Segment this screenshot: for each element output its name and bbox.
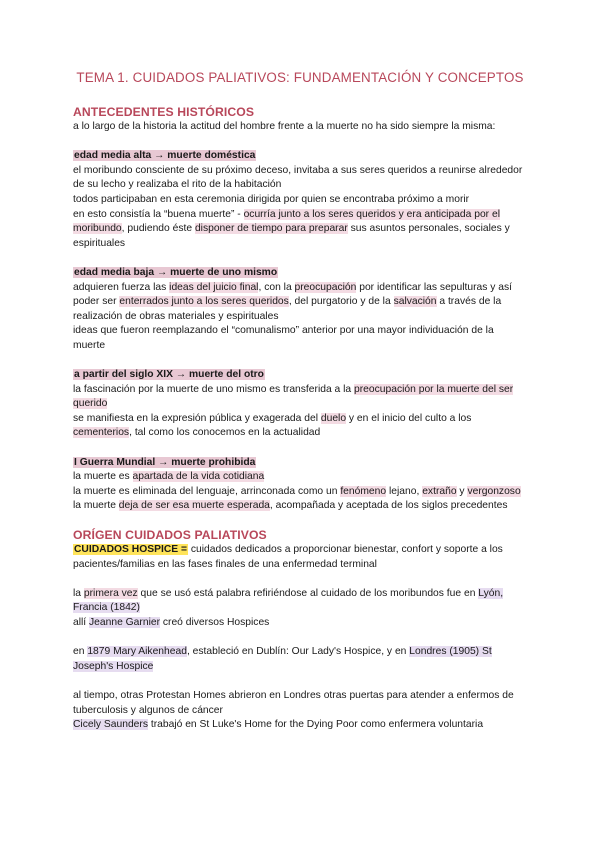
highlight: apartada de la vida cotidiana <box>132 471 265 483</box>
highlight: Lyón, Francia (1842) <box>73 587 504 614</box>
paragraph <box>73 485 527 500</box>
highlight: preocupación por la muerte del ser querido <box>73 383 514 410</box>
text: , con la <box>258 281 295 293</box>
paragraph: todos participaban en esta ceremonia dirigida por quien se encontraba próximo a morir <box>73 193 470 205</box>
highlight: enterrados junto a los seres queridos <box>119 296 289 308</box>
highlight: 1879 Mary Aikenhead <box>87 646 187 658</box>
subheading-highlight: edad media alta → muerte doméstica <box>74 150 256 162</box>
paragraph <box>73 412 527 441</box>
text: lejano, <box>386 485 423 497</box>
section-heading-antecedentes: ANTECEDENTES HISTÓRICOS <box>73 105 255 119</box>
paragraph <box>73 383 527 412</box>
highlight: disponer de tiempo para preparar <box>194 223 348 235</box>
subheading-highlight: I Guerra Mundial → muerte prohibida <box>74 456 256 468</box>
block-heading-guerra-mundial <box>73 456 527 471</box>
text: , del purgatorio y de la <box>288 296 394 308</box>
hospice-term-highlight: CUIDADOS HOSPICE = <box>74 544 187 556</box>
block-heading-siglo-xix <box>73 368 527 383</box>
section-intro: a lo largo de la historia la actitud del hombre frente a la muerte no ha sido siempre la misma: <box>73 121 496 132</box>
paragraph <box>73 470 527 485</box>
paragraph: el moribundo consciente de su próximo deceso, invitaba a sus seres queridos a reunirse alrededor de su lecho y realizaba el rito de la habitación <box>73 164 523 191</box>
text: la muerte <box>73 500 119 512</box>
text: , estableció en Dublín: Our Lady's Hospice, y en <box>186 646 410 658</box>
block-heading-edad-media-baja <box>73 266 527 281</box>
paragraph <box>73 499 527 514</box>
text: creó diversos Hospices <box>160 617 270 628</box>
text: , acompañada y aceptada de los siglos precedentes <box>269 500 508 512</box>
text: que se usó está palabra refiriéndose al cuidado de los moribundos fue en <box>137 587 479 599</box>
page-title: TEMA 1. CUIDADOS PALIATIVOS: FUNDAMENTACIÓN Y CONCEPTOS <box>76 70 524 85</box>
paragraph <box>73 281 527 325</box>
highlight: Jeanne Garnier <box>89 617 161 628</box>
block-heading-edad-media-alta <box>73 149 527 164</box>
highlight: salvación <box>393 296 437 308</box>
text: la muerte es eliminada del lenguaje, arrinconada como un <box>73 485 341 497</box>
text: la muerte es <box>73 471 133 483</box>
highlight: primera vez <box>83 587 138 599</box>
highlight: vergonzoso <box>467 485 521 497</box>
text: por identificar las sepulturas y así poder ser <box>73 281 513 308</box>
text: en esto consistía la “buena muerte” - <box>73 208 244 220</box>
highlight: Londres (1905) St Joseph's Hospice <box>73 646 492 672</box>
text: a través de la realización de obras materiales y espirituales <box>73 296 502 322</box>
text: y <box>456 485 468 497</box>
text: cuidados dedicados a proporcionar bienestar, confort y soporte a los pacientes/familias en las fases finales de una enfermedad terminal <box>73 544 503 570</box>
subheading-highlight: edad media baja → muerte de uno mismo <box>74 266 278 278</box>
subheading-highlight: a partir del siglo XIX → muerte del otro <box>74 369 264 381</box>
highlight: duelo <box>320 412 347 424</box>
section-heading-origen: ORÍGEN CUIDADOS PALIATIVOS <box>73 528 267 543</box>
paragraph <box>73 543 527 572</box>
paragraph <box>73 587 527 616</box>
highlight: deja de ser esa muerte esperada <box>118 500 270 512</box>
highlight: extraño <box>422 485 457 497</box>
highlight: fenómeno <box>340 485 387 497</box>
paragraph: ideas que fueron reemplazando el “comunalismo” anterior por una mayor individuación de la muerte <box>73 325 494 351</box>
text: sus asuntos personales, sociales y espirituales <box>73 223 510 249</box>
text: se manifiesta en la expresión pública y exagerada del <box>73 412 321 424</box>
paragraph <box>73 718 527 733</box>
text: en <box>73 646 88 658</box>
text: y en el inicio del culto a los <box>346 412 472 424</box>
text: , pudiendo éste <box>121 223 195 235</box>
highlight: Cicely Saunders <box>73 719 148 731</box>
highlight: ocurría junto a los seres queridos y era anticipada por el moribundo <box>73 208 500 235</box>
highlight: cementerios <box>73 427 130 439</box>
text: trabajó en St Luke's Home for the Dying Poor como enfermera voluntaria <box>147 719 484 731</box>
highlight: ideas del juicio final <box>169 281 259 293</box>
text: la fascinación por la muerte de uno mismo es transferida a la <box>73 383 355 395</box>
highlight: preocupación <box>294 281 357 293</box>
text: allí <box>73 617 90 628</box>
text: adquieren fuerza las <box>73 281 170 293</box>
text: , tal como los conocemos en la actualidad <box>129 427 321 439</box>
text: la <box>73 587 84 599</box>
paragraph: al tiempo, otras Protestan Homes abrieron en Londres otras puertas para atender a enfermos de tuberculosis y algunos de cáncer <box>73 689 514 716</box>
paragraph <box>73 208 527 252</box>
paragraph <box>73 645 527 674</box>
paragraph <box>73 616 527 631</box>
